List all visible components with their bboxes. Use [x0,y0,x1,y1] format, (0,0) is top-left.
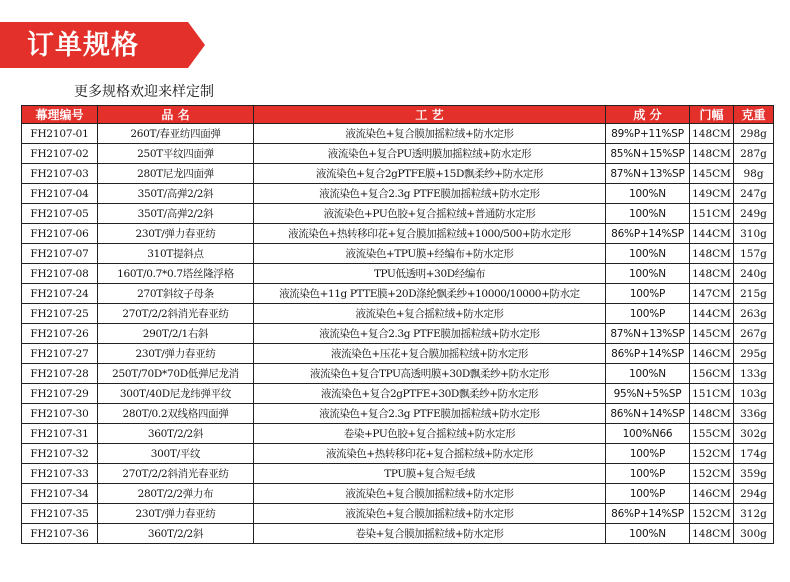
cell-product-name: 250T平纹四面弹 [98,144,254,164]
cell-code: FH2107-33 [22,464,98,484]
cell-process: 液流染色+复合2.3g PTFE膜加摇粒绒+防水定形 [254,324,606,344]
cell-process: 液流染色+PU色胶+复合摇粒绒+普通防水定形 [254,204,606,224]
cell-process: 液流染色+压花+复合膜加摇粒绒+防水定形 [254,344,606,364]
cell-code: FH2107-04 [22,184,98,204]
cell-product-name: 290T/2/1右斜 [98,324,254,344]
cell-process: 液流染色+复合2gPTFE膜+15D飘柔纱+防水定形 [254,164,606,184]
cell-width: 147CM [690,284,734,304]
cell-process: 液流染色+热转移印花+复合摇粒绒+防水定形 [254,444,606,464]
cell-width: 148CM [690,144,734,164]
spec-table [21,105,774,544]
table-row [22,204,774,224]
cell-product-name: 280T尼龙四面弹 [98,164,254,184]
cell-product-name: 230T/弹力春亚纺 [98,504,254,524]
column-header-weight: 克重 [734,106,774,124]
table-row [22,164,774,184]
cell-composition: 100%N [606,184,690,204]
table-row [22,504,774,524]
cell-code: FH2107-29 [22,384,98,404]
cell-code: FH2107-24 [22,284,98,304]
table-row [22,144,774,164]
cell-weight: 312g [734,504,774,524]
cell-width: 156CM [690,364,734,384]
cell-process: 液流染色+复合膜加摇粒绒+防水定形 [254,484,606,504]
cell-weight: 240g [734,264,774,284]
cell-process: 液流染色+11g PTTE膜+20D涤纶飘柔纱+10000/10000+防水定 [254,284,606,304]
cell-weight: 298g [734,124,774,144]
cell-product-name: 230T/弹力春亚纺 [98,344,254,364]
column-header-code: 幕理编号 [22,106,98,124]
cell-width: 145CM [690,164,734,184]
cell-weight: 294g [734,484,774,504]
cell-composition: 100%P [606,444,690,464]
cell-product-name: 310T提斜点 [98,244,254,264]
table-row [22,244,774,264]
cell-code: FH2107-28 [22,364,98,384]
cell-width: 152CM [690,504,734,524]
cell-weight: 295g [734,344,774,364]
cell-product-name: 270T斜纹子母条 [98,284,254,304]
cell-product-name: 160T/0.7*0.7塔丝隆浮格 [98,264,254,284]
column-header-width: 门幅 [690,106,734,124]
cell-product-name: 300T/40D尼龙纬弹平纹 [98,384,254,404]
cell-width: 148CM [690,244,734,264]
cell-composition: 87%N+13%SP [606,324,690,344]
cell-weight: 336g [734,404,774,424]
cell-composition: 86%P+14%SP [606,224,690,244]
cell-code: FH2107-08 [22,264,98,284]
cell-product-name: 270T/2/2斜消光春亚纺 [98,304,254,324]
cell-code: FH2107-06 [22,224,98,244]
cell-width: 151CM [690,204,734,224]
cell-process: 液流染色+复合TPU高透明膜+30D飘柔纱+防水定形 [254,364,606,384]
table-row [22,464,774,484]
cell-composition: 89%P+11%SP [606,124,690,144]
cell-code: FH2107-34 [22,484,98,504]
cell-width: 145CM [690,324,734,344]
cell-process: 液流染色+复合膜加摇粒绒+防水定形 [254,504,606,524]
cell-width: 155CM [690,424,734,444]
table-row [22,404,774,424]
cell-code: FH2107-01 [22,124,98,144]
column-header-composition: 成 分 [606,106,690,124]
cell-weight: 302g [734,424,774,444]
cell-width: 151CM [690,384,734,404]
cell-composition: 100%N [606,244,690,264]
cell-weight: 247g [734,184,774,204]
table-row [22,364,774,384]
cell-width: 146CM [690,344,734,364]
column-header-name: 品 名 [98,106,254,124]
cell-weight: 133g [734,364,774,384]
table-row [22,484,774,504]
table-row [22,424,774,444]
cell-weight: 103g [734,384,774,404]
cell-code: FH2107-03 [22,164,98,184]
cell-composition: 100%P [606,484,690,504]
cell-weight: 215g [734,284,774,304]
cell-weight: 249g [734,204,774,224]
cell-width: 148CM [690,124,734,144]
table-row [22,304,774,324]
cell-process: 液流染色+TPU膜+经编布+防水定形 [254,244,606,264]
table-row [22,384,774,404]
cell-product-name: 270T/2/2斜消光春亚纺 [98,464,254,484]
cell-process: 液流染色+复合2.3g PTFE膜加摇粒绒+防水定形 [254,184,606,204]
table-row [22,444,774,464]
cell-composition: 85%N+15%SP [606,144,690,164]
cell-composition: 100%P [606,304,690,324]
cell-composition: 100%P [606,284,690,304]
cell-code: FH2107-32 [22,444,98,464]
table-row [22,124,774,144]
subtitle: 更多规格欢迎来样定制 [74,84,214,100]
cell-composition: 86%P+14%SP [606,344,690,364]
cell-code: FH2107-30 [22,404,98,424]
cell-product-name: 360T/2/2斜 [98,424,254,444]
cell-code: FH2107-25 [22,304,98,324]
cell-product-name: 300T/平纹 [98,444,254,464]
cell-process: TPU膜+复合短毛绒 [254,464,606,484]
table-row [22,264,774,284]
cell-weight: 287g [734,144,774,164]
cell-composition: 100%N [606,524,690,544]
cell-code: FH2107-05 [22,204,98,224]
cell-weight: 174g [734,444,774,464]
table-row [22,344,774,364]
cell-product-name: 350T/高弹2/2斜 [98,204,254,224]
cell-composition: 100%P [606,464,690,484]
table-row [22,284,774,304]
cell-width: 148CM [690,264,734,284]
cell-width: 148CM [690,524,734,544]
cell-product-name: 250T/70D*70D低弹尼龙消 [98,364,254,384]
cell-process: 液流染色+复合摇粒绒+防水定形 [254,304,606,324]
cell-weight: 263g [734,304,774,324]
cell-composition: 100%N66 [606,424,690,444]
cell-width: 144CM [690,224,734,244]
cell-composition: 86%N+14%SP [606,404,690,424]
cell-product-name: 350T/高弹2/2斜 [98,184,254,204]
cell-width: 146CM [690,484,734,504]
cell-process: 液流染色+复合PU透明膜加摇粒绒+防水定形 [254,144,606,164]
cell-product-name: 260T/春亚纺四面弹 [98,124,254,144]
cell-process: 液流染色+复合2gPTFE+30D飘柔纱+防水定形 [254,384,606,404]
table-row [22,224,774,244]
cell-weight: 267g [734,324,774,344]
cell-weight: 98g [734,164,774,184]
cell-width: 144CM [690,304,734,324]
cell-code: FH2107-27 [22,344,98,364]
cell-weight: 359g [734,464,774,484]
cell-composition: 95%N+5%SP [606,384,690,404]
cell-product-name: 230T/弹力春亚纺 [98,224,254,244]
cell-composition: 87%N+13%SP [606,164,690,184]
banner-title: 订单规格 [27,30,139,61]
section-banner [0,22,205,68]
cell-product-name: 360T/2/2斜 [98,524,254,544]
cell-composition: 100%N [606,204,690,224]
cell-code: FH2107-36 [22,524,98,544]
cell-product-name: 280T/2/2弹力布 [98,484,254,504]
cell-process: 卷染+复合膜加摇粒绒+防水定形 [254,524,606,544]
column-header-process: 工 艺 [254,106,606,124]
cell-process: 液流染色+热转移印花+复合膜加摇粒绒+1000/500+防水定形 [254,224,606,244]
cell-code: FH2107-07 [22,244,98,264]
table-body [22,124,774,544]
cell-code: FH2107-31 [22,424,98,444]
cell-width: 152CM [690,464,734,484]
cell-process: 液流染色+复合膜加摇粒绒+防水定形 [254,124,606,144]
table-header-row [22,106,774,124]
cell-product-name: 280T/0.2双线格四面弹 [98,404,254,424]
cell-composition: 100%N [606,264,690,284]
cell-composition: 100%N [606,364,690,384]
cell-code: FH2107-02 [22,144,98,164]
cell-process: 卷染+PU色胶+复合摇粒绒+防水定形 [254,424,606,444]
cell-code: FH2107-26 [22,324,98,344]
cell-width: 148CM [690,404,734,424]
cell-weight: 310g [734,224,774,244]
cell-weight: 300g [734,524,774,544]
cell-process: TPU低透明+30D经编布 [254,264,606,284]
cell-composition: 86%P+14%SP [606,504,690,524]
cell-weight: 157g [734,244,774,264]
cell-process: 液流染色+复合2.3g PTFE膜加摇粒绒+防水定形 [254,404,606,424]
table-row [22,324,774,344]
table-row [22,524,774,544]
cell-width: 149CM [690,184,734,204]
cell-code: FH2107-35 [22,504,98,524]
table-row [22,184,774,204]
cell-width: 152CM [690,444,734,464]
